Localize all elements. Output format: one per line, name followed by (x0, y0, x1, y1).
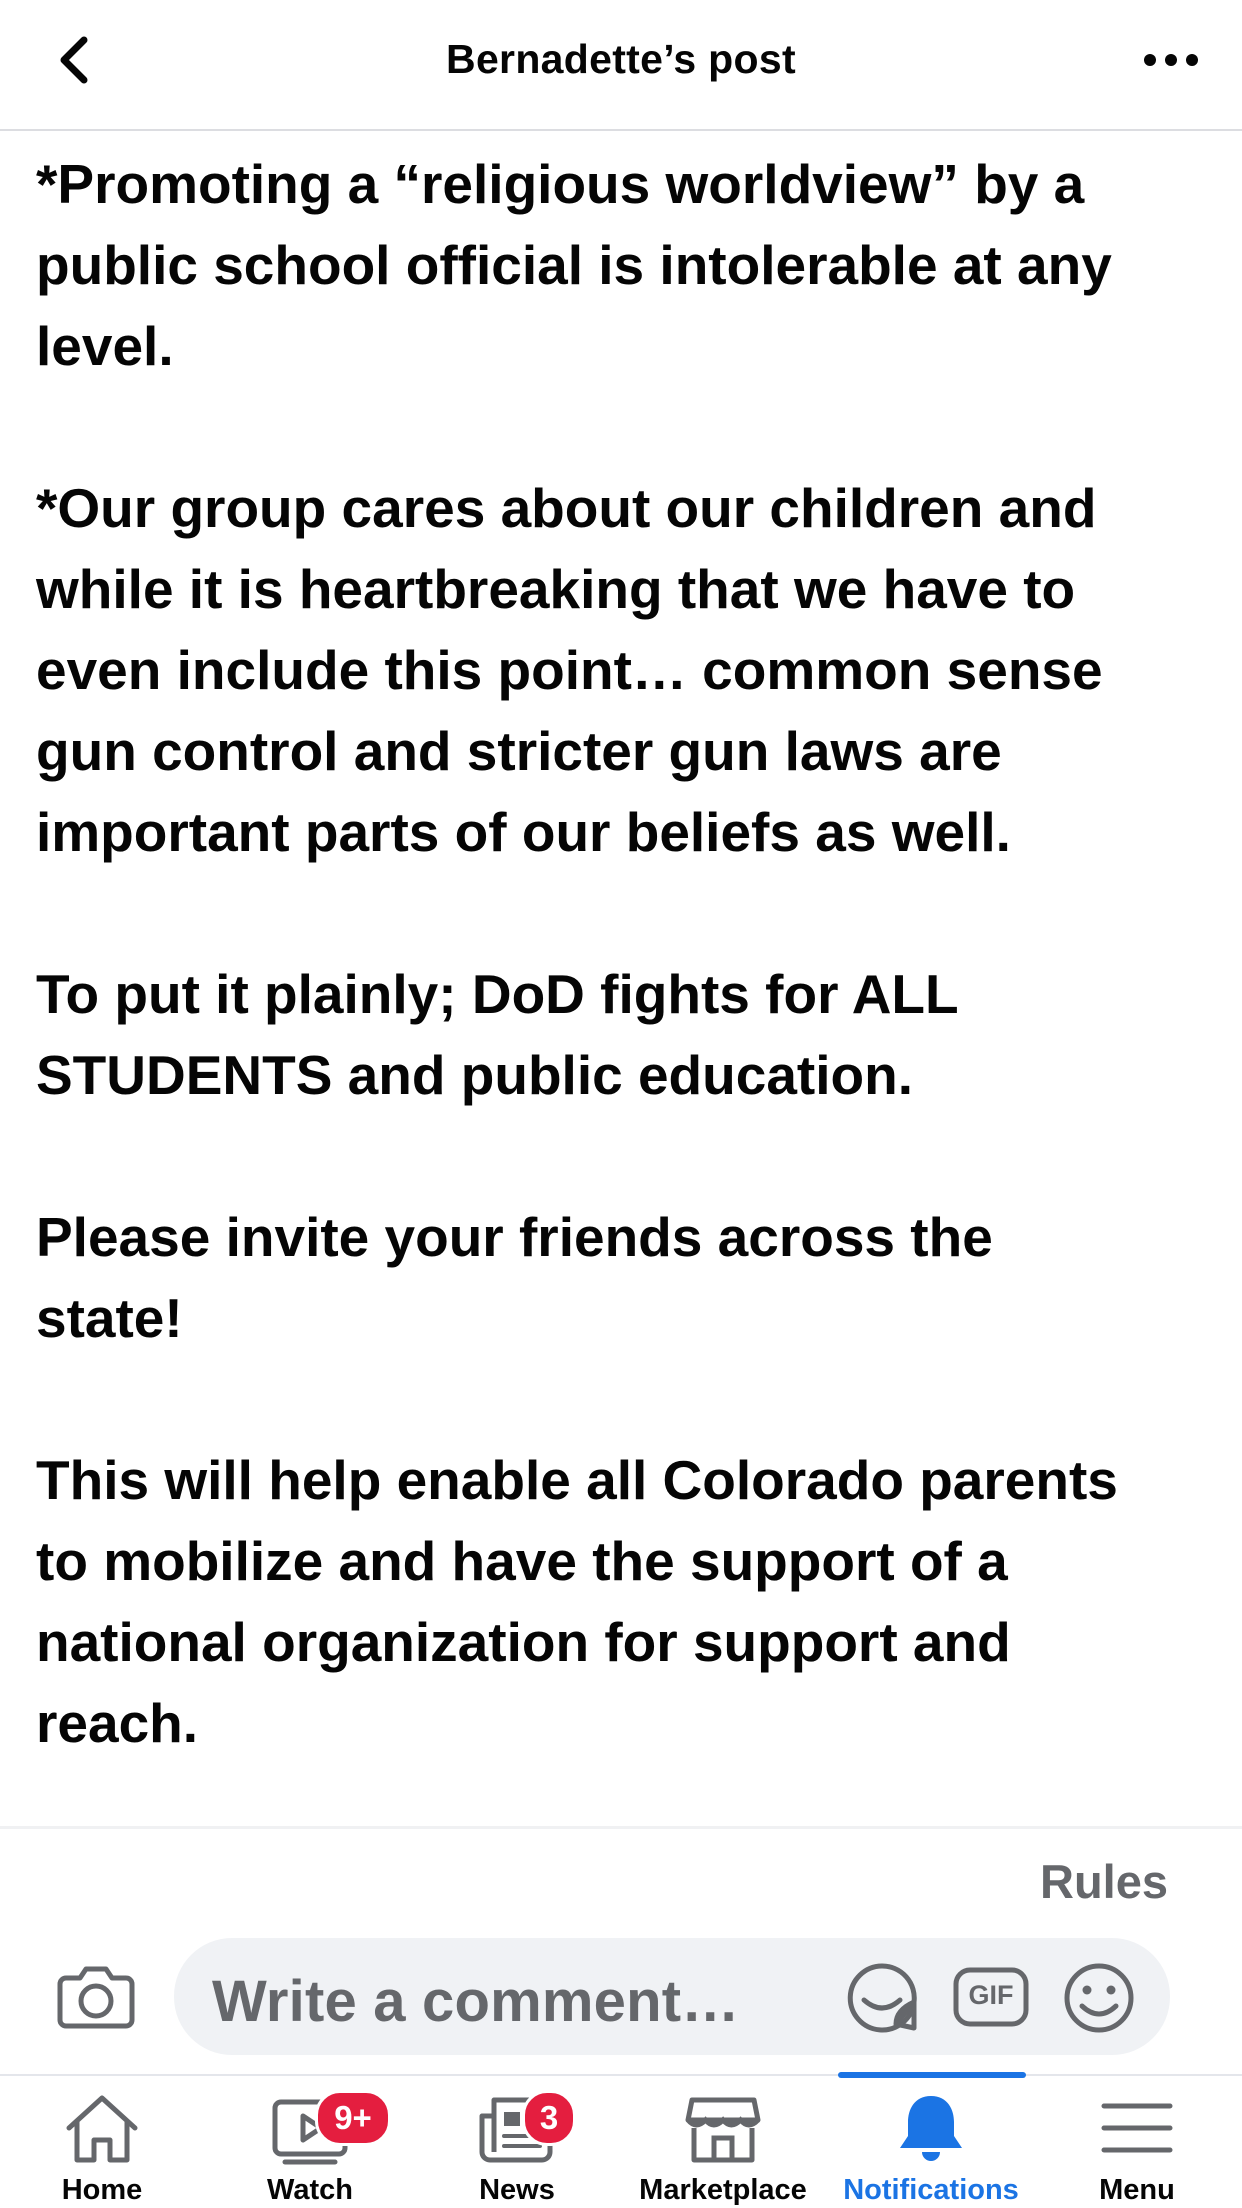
bottom-tab-bar (0, 2074, 1242, 2208)
tab-label: Marketplace (639, 2174, 807, 2206)
tab-marketplace[interactable] (628, 2076, 818, 2208)
tab-label: Menu (1099, 2174, 1175, 2206)
tab-watch[interactable] (215, 2076, 405, 2208)
marketplace-icon (682, 2090, 764, 2166)
tab-label: News (479, 2174, 555, 2206)
emoji-icon (1060, 1960, 1138, 2036)
post-header (0, 0, 1242, 131)
post-text (36, 144, 1216, 1764)
tab-label: Home (61, 2174, 143, 2206)
camera-button[interactable] (56, 1960, 136, 2032)
tab-label: Notifications (843, 2174, 1019, 2206)
post-paragraph: This will help enable all Colorado parents to mobilize and have the support of a national organization for support and reach. (36, 1449, 1118, 1754)
post-paragraph: *Our group cares about our children and while it is heartbreaking that we have to even include this point… common sense gun control and stricter gun laws are important parts of our beliefs as well. (36, 477, 1103, 863)
watch-badge: 9+ (315, 2090, 391, 2146)
tab-label: Watch (267, 2174, 353, 2206)
post-paragraph: *Promoting a “religious worldview” by a public school official is intolerable at any level. (36, 153, 1112, 377)
more-horizontal-icon (1138, 38, 1204, 82)
post-paragraph: Please invite your friends across the state! (36, 1206, 993, 1349)
comment-input[interactable] (174, 1938, 1170, 2055)
rules-link[interactable]: Rules (1040, 1855, 1168, 1908)
tab-home[interactable] (7, 2076, 197, 2208)
page-title: Bernadette’s post (446, 36, 796, 82)
comment-placeholder: Write a comment… (212, 1969, 740, 2034)
sticker-button[interactable] (842, 1960, 920, 2034)
gif-label: GIF (968, 1980, 1014, 2010)
tab-news[interactable] (422, 2076, 612, 2208)
bell-icon (890, 2090, 972, 2166)
menu-icon (1096, 2090, 1178, 2166)
camera-icon (56, 1960, 136, 2032)
tab-menu[interactable] (1042, 2076, 1232, 2208)
news-badge: 3 (522, 2090, 576, 2146)
home-icon (61, 2090, 143, 2166)
divider (0, 1826, 1242, 1829)
post-paragraph: To put it plainly; DoD fights for ALL STUDENTS and public education. (36, 963, 959, 1106)
more-options-button[interactable] (1138, 38, 1204, 82)
sticker-icon (842, 1960, 920, 2036)
emoji-button[interactable] (1060, 1960, 1138, 2034)
tab-notifications[interactable] (836, 2076, 1026, 2208)
gif-button[interactable] (952, 1960, 1030, 2034)
